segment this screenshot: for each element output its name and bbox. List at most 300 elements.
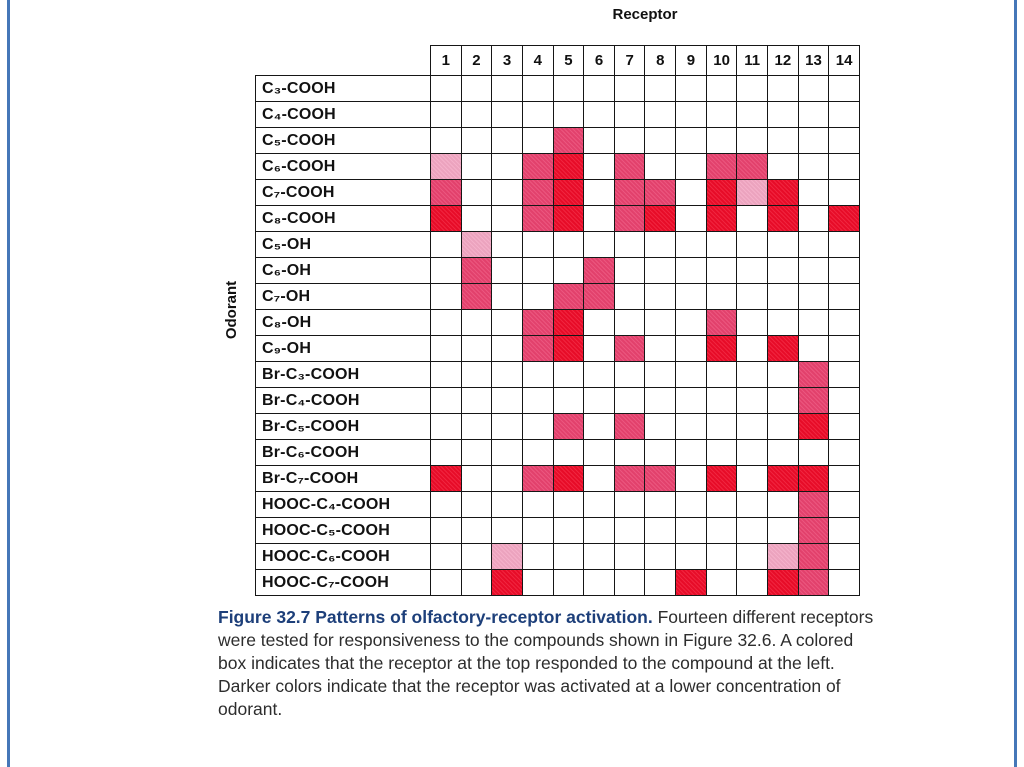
receptor-col-header: 6: [584, 46, 615, 75]
matrix-cell: [615, 284, 646, 310]
matrix-cell: [737, 518, 768, 544]
matrix-cell: [615, 206, 646, 232]
matrix-cell: [523, 102, 554, 128]
matrix-cell: [737, 154, 768, 180]
matrix-cell: [737, 102, 768, 128]
matrix-cell: [768, 102, 799, 128]
matrix-cell: [584, 310, 615, 336]
matrix-cell: [615, 388, 646, 414]
matrix-cell: [554, 362, 585, 388]
matrix-cell: [554, 492, 585, 518]
matrix-cell: [799, 76, 830, 102]
left-border-strip: [7, 0, 10, 767]
matrix-cell: [492, 310, 523, 336]
figure-caption: [218, 606, 878, 721]
matrix-cell: [584, 336, 615, 362]
matrix-cell: [707, 258, 738, 284]
matrix-cell: [431, 414, 462, 440]
matrix-cell: [554, 180, 585, 206]
matrix-cell: [554, 76, 585, 102]
matrix-cell: [768, 336, 799, 362]
matrix-cell: [768, 76, 799, 102]
matrix-cell: [584, 492, 615, 518]
matrix-cell: [707, 492, 738, 518]
odorant-row-label: C₈-COOH: [256, 206, 431, 232]
matrix-cell: [554, 284, 585, 310]
matrix-cell: [768, 284, 799, 310]
matrix-cell: [676, 466, 707, 492]
odorant-row-label: HOOC-C₅-COOH: [256, 518, 431, 544]
matrix-cell: [768, 362, 799, 388]
receptor-axis-label: Receptor: [612, 6, 678, 23]
matrix-cell: [737, 284, 768, 310]
matrix-cell: [707, 388, 738, 414]
matrix-cell: [523, 232, 554, 258]
matrix-cell: [799, 466, 830, 492]
matrix-cell: [645, 544, 676, 570]
matrix-cell: [523, 388, 554, 414]
receptor-col-header: 8: [645, 46, 676, 75]
matrix-cell: [829, 388, 860, 414]
matrix-cell: [462, 492, 493, 518]
matrix-cell: [737, 76, 768, 102]
matrix-cell: [523, 128, 554, 154]
matrix-cell: [523, 440, 554, 466]
receptor-col-header: 9: [676, 46, 707, 75]
matrix-cell: [737, 492, 768, 518]
matrix-cell: [829, 414, 860, 440]
matrix-cell: [829, 544, 860, 570]
matrix-cell: [615, 102, 646, 128]
odorant-axis-label: Odorant: [223, 280, 240, 340]
matrix-cell: [799, 518, 830, 544]
matrix-cell: [554, 518, 585, 544]
matrix-cell: [768, 440, 799, 466]
odorant-row-label: HOOC-C₇-COOH: [256, 570, 431, 596]
matrix-cell: [615, 310, 646, 336]
receptor-col-header: 12: [768, 46, 799, 75]
odorant-row-label: Br-C₅-COOH: [256, 414, 431, 440]
matrix-cell: [645, 128, 676, 154]
matrix-cell: [431, 206, 462, 232]
matrix-cell: [523, 284, 554, 310]
matrix-cell: [707, 102, 738, 128]
matrix-cell: [707, 310, 738, 336]
matrix-cell: [799, 206, 830, 232]
matrix-cell: [676, 492, 707, 518]
matrix-cell: [523, 414, 554, 440]
matrix-cell: [492, 206, 523, 232]
matrix-cell: [645, 76, 676, 102]
matrix-cell: [584, 544, 615, 570]
matrix-cell: [584, 76, 615, 102]
matrix-cell: [431, 518, 462, 544]
matrix-row: [256, 440, 860, 466]
matrix-cell: [584, 518, 615, 544]
matrix-cell: [707, 466, 738, 492]
matrix-cell: [615, 76, 646, 102]
matrix-cell: [707, 128, 738, 154]
odorant-row-label: HOOC-C₄-COOH: [256, 492, 431, 518]
matrix-cell: [431, 570, 462, 596]
receptor-col-header: 10: [707, 46, 738, 75]
matrix-cell: [523, 492, 554, 518]
matrix-cell: [768, 544, 799, 570]
matrix-cell: [799, 154, 830, 180]
matrix-cell: [431, 258, 462, 284]
matrix-cell: [737, 336, 768, 362]
odorant-row-label: Br-C₄-COOH: [256, 388, 431, 414]
matrix-cell: [492, 518, 523, 544]
matrix-cell: [462, 310, 493, 336]
matrix-cell: [431, 128, 462, 154]
receptor-col-header: 2: [462, 46, 493, 75]
matrix-cell: [829, 284, 860, 310]
matrix-cell: [523, 570, 554, 596]
matrix-cell: [431, 180, 462, 206]
matrix-cell: [707, 440, 738, 466]
matrix-row: [256, 414, 860, 440]
matrix-row: [256, 492, 860, 518]
matrix-cell: [645, 284, 676, 310]
matrix-cell: [676, 440, 707, 466]
matrix-row: [256, 466, 860, 492]
matrix-cell: [829, 466, 860, 492]
matrix-cell: [676, 414, 707, 440]
matrix-cell: [584, 414, 615, 440]
matrix-row: [256, 388, 860, 414]
matrix-cell: [829, 206, 860, 232]
matrix-cell: [462, 414, 493, 440]
matrix-cell: [615, 336, 646, 362]
odorant-row-label: C₄-COOH: [256, 102, 431, 128]
matrix-cell: [799, 492, 830, 518]
matrix-cell: [554, 440, 585, 466]
matrix-cell: [676, 102, 707, 128]
matrix-cell: [462, 154, 493, 180]
matrix-cell: [462, 206, 493, 232]
matrix-cell: [799, 284, 830, 310]
matrix-cell: [523, 180, 554, 206]
matrix-cell: [768, 414, 799, 440]
matrix-cell: [523, 76, 554, 102]
caption-heading: Figure 32.7 Patterns of olfactory-receptor activation.: [218, 607, 653, 627]
matrix-cell: [554, 258, 585, 284]
receptor-col-header: 4: [523, 46, 554, 75]
matrix-cell: [707, 570, 738, 596]
matrix-cell: [615, 154, 646, 180]
matrix-cell: [676, 128, 707, 154]
matrix-cell: [492, 154, 523, 180]
matrix-cell: [737, 258, 768, 284]
matrix-cell: [768, 518, 799, 544]
matrix-cell: [737, 440, 768, 466]
matrix-cell: [768, 232, 799, 258]
matrix-cell: [462, 102, 493, 128]
matrix-cell: [799, 232, 830, 258]
matrix-row: [256, 128, 860, 154]
matrix-cell: [829, 76, 860, 102]
matrix-cell: [462, 284, 493, 310]
matrix-cell: [799, 440, 830, 466]
matrix-cell: [645, 180, 676, 206]
matrix-cell: [829, 570, 860, 596]
matrix-cell: [431, 336, 462, 362]
matrix-cell: [615, 232, 646, 258]
matrix-cell: [523, 466, 554, 492]
matrix-cell: [645, 310, 676, 336]
matrix-cell: [737, 388, 768, 414]
matrix-cell: [737, 128, 768, 154]
receptor-col-header: 14: [835, 52, 853, 69]
caption-body: Fourteen different receptors were tested for responsiveness to the compounds shown in Figure 32.6. A colored box indicates that the receptor at the top responded to the compound at the left. Darker colors indicate that the receptor was activated at a lower concentration of odorant.: [218, 607, 874, 719]
matrix-cell: [431, 310, 462, 336]
matrix-cell: [676, 76, 707, 102]
matrix-cell: [707, 180, 738, 206]
matrix-cell: [492, 466, 523, 492]
odorant-row-label: C₅-OH: [256, 232, 431, 258]
matrix-cell: [584, 570, 615, 596]
matrix-cell: [554, 128, 585, 154]
matrix-cell: [799, 310, 830, 336]
matrix-cell: [554, 570, 585, 596]
matrix-cell: [492, 128, 523, 154]
matrix-cell: [829, 492, 860, 518]
matrix-cell: [431, 466, 462, 492]
matrix-cell: [431, 544, 462, 570]
matrix-cell: [799, 336, 830, 362]
matrix-cell: [431, 154, 462, 180]
matrix-cell: [676, 362, 707, 388]
matrix-cell: [829, 128, 860, 154]
matrix-cell: [523, 258, 554, 284]
matrix-cell: [554, 310, 585, 336]
matrix-cell: [523, 336, 554, 362]
matrix-cell: [462, 180, 493, 206]
matrix-cell: [707, 154, 738, 180]
matrix-row: [256, 180, 860, 206]
matrix-cell: [829, 336, 860, 362]
matrix-cell: [492, 102, 523, 128]
matrix-cell: [768, 492, 799, 518]
matrix-cell: [676, 310, 707, 336]
receptor-col-header: 5: [554, 46, 585, 75]
matrix-cell: [431, 492, 462, 518]
matrix-cell: [645, 518, 676, 544]
odorant-row-label: C₈-OH: [256, 310, 431, 336]
matrix-cell: [492, 284, 523, 310]
matrix-cell: [584, 232, 615, 258]
matrix-cell: [523, 518, 554, 544]
matrix-cell: [554, 102, 585, 128]
matrix-cell: [615, 518, 646, 544]
matrix-cell: [768, 154, 799, 180]
matrix-cell: [462, 362, 493, 388]
matrix-cell: [431, 102, 462, 128]
matrix-cell: [645, 206, 676, 232]
matrix-cell: [676, 206, 707, 232]
matrix-cell: [645, 154, 676, 180]
matrix-cell: [431, 284, 462, 310]
matrix-cell: [492, 544, 523, 570]
odorant-row-label: C₃-COOH: [256, 76, 431, 102]
matrix-cell: [799, 570, 830, 596]
matrix-cell: [737, 232, 768, 258]
odorant-row-label: HOOC-C₆-COOH: [256, 544, 431, 570]
receptor-col-header: 11: [737, 46, 768, 75]
matrix-cell: [676, 154, 707, 180]
matrix-cell: [737, 466, 768, 492]
matrix-cell: [829, 362, 860, 388]
matrix-cell: [829, 258, 860, 284]
matrix-cell: [799, 128, 830, 154]
matrix-cell: [737, 180, 768, 206]
matrix-row: [256, 544, 860, 570]
matrix-row: [256, 232, 860, 258]
matrix-cell: [462, 258, 493, 284]
matrix-cell: [492, 258, 523, 284]
matrix-cell: [829, 232, 860, 258]
matrix-cell: [799, 180, 830, 206]
matrix-cell: [492, 570, 523, 596]
matrix-cell: [707, 336, 738, 362]
matrix-row: [256, 518, 860, 544]
activation-matrix: [255, 75, 860, 596]
matrix-cell: [615, 258, 646, 284]
matrix-cell: [462, 76, 493, 102]
matrix-cell: [492, 414, 523, 440]
matrix-cell: [768, 310, 799, 336]
odorant-row-label: C₉-OH: [256, 336, 431, 362]
matrix-cell: [554, 336, 585, 362]
matrix-cell: [707, 284, 738, 310]
matrix-cell: [554, 466, 585, 492]
matrix-cell: [707, 414, 738, 440]
matrix-cell: [615, 492, 646, 518]
matrix-cell: [462, 518, 493, 544]
matrix-cell: [676, 570, 707, 596]
matrix-cell: [431, 76, 462, 102]
matrix-cell: [676, 544, 707, 570]
matrix-cell: [829, 310, 860, 336]
matrix-cell: [554, 206, 585, 232]
matrix-cell: [645, 232, 676, 258]
matrix-cell: [676, 336, 707, 362]
odorant-row-label: Br-C₇-COOH: [256, 466, 431, 492]
matrix-cell: [799, 414, 830, 440]
matrix-cell: [645, 388, 676, 414]
matrix-cell: [554, 544, 585, 570]
matrix-cell: [768, 206, 799, 232]
matrix-cell: [768, 128, 799, 154]
matrix-row: [256, 258, 860, 284]
receptor-col-header: 3: [492, 46, 523, 75]
matrix-cell: [615, 440, 646, 466]
matrix-cell: [462, 570, 493, 596]
matrix-cell: [737, 414, 768, 440]
matrix-cell: [584, 154, 615, 180]
matrix-row: [256, 76, 860, 102]
matrix-row: [256, 102, 860, 128]
odorant-row-label: C₅-COOH: [256, 128, 431, 154]
matrix-cell: [799, 102, 830, 128]
matrix-cell: [584, 466, 615, 492]
matrix-cell: [707, 206, 738, 232]
matrix-cell: [707, 362, 738, 388]
matrix-cell: [584, 440, 615, 466]
matrix-cell: [829, 102, 860, 128]
matrix-cell: [431, 388, 462, 414]
matrix-cell: [645, 336, 676, 362]
matrix-cell: [492, 180, 523, 206]
matrix-cell: [799, 544, 830, 570]
matrix-cell: [554, 232, 585, 258]
matrix-row: [256, 336, 860, 362]
matrix-cell: [462, 336, 493, 362]
activation-heatmap: [255, 45, 860, 596]
matrix-row: [256, 154, 860, 180]
matrix-cell: [737, 544, 768, 570]
right-border-strip: [1014, 0, 1017, 767]
matrix-cell: [492, 492, 523, 518]
matrix-cell: [584, 128, 615, 154]
receptor-col-header: 13: [799, 46, 830, 75]
matrix-cell: [645, 466, 676, 492]
receptor-col-header: 7: [615, 46, 646, 75]
matrix-cell: [645, 440, 676, 466]
matrix-cell: [768, 570, 799, 596]
matrix-cell: [645, 414, 676, 440]
matrix-cell: [768, 466, 799, 492]
odorant-row-label: Br-C₆-COOH: [256, 440, 431, 466]
matrix-cell: [615, 128, 646, 154]
matrix-cell: [615, 544, 646, 570]
matrix-cell: [676, 232, 707, 258]
receptor-col-header: 1: [431, 46, 462, 75]
matrix-cell: [676, 518, 707, 544]
matrix-cell: [554, 414, 585, 440]
matrix-cell: [645, 570, 676, 596]
matrix-cell: [645, 492, 676, 518]
matrix-cell: [645, 362, 676, 388]
matrix-cell: [737, 362, 768, 388]
matrix-cell: [462, 544, 493, 570]
matrix-cell: [645, 258, 676, 284]
matrix-cell: [829, 518, 860, 544]
matrix-cell: [462, 388, 493, 414]
matrix-cell: [523, 206, 554, 232]
matrix-cell: [492, 336, 523, 362]
matrix-cell: [462, 232, 493, 258]
matrix-cell: [462, 128, 493, 154]
matrix-cell: [523, 310, 554, 336]
matrix-cell: [431, 362, 462, 388]
matrix-cell: [492, 362, 523, 388]
matrix-cell: [737, 206, 768, 232]
matrix-cell: [737, 310, 768, 336]
matrix-cell: [431, 232, 462, 258]
matrix-cell: [615, 180, 646, 206]
matrix-cell: [799, 388, 830, 414]
matrix-cell: [584, 180, 615, 206]
matrix-cell: [768, 388, 799, 414]
receptor-header-row: [430, 45, 860, 75]
matrix-cell: [584, 284, 615, 310]
matrix-cell: [676, 180, 707, 206]
matrix-cell: [829, 180, 860, 206]
matrix-cell: [554, 154, 585, 180]
matrix-cell: [584, 206, 615, 232]
